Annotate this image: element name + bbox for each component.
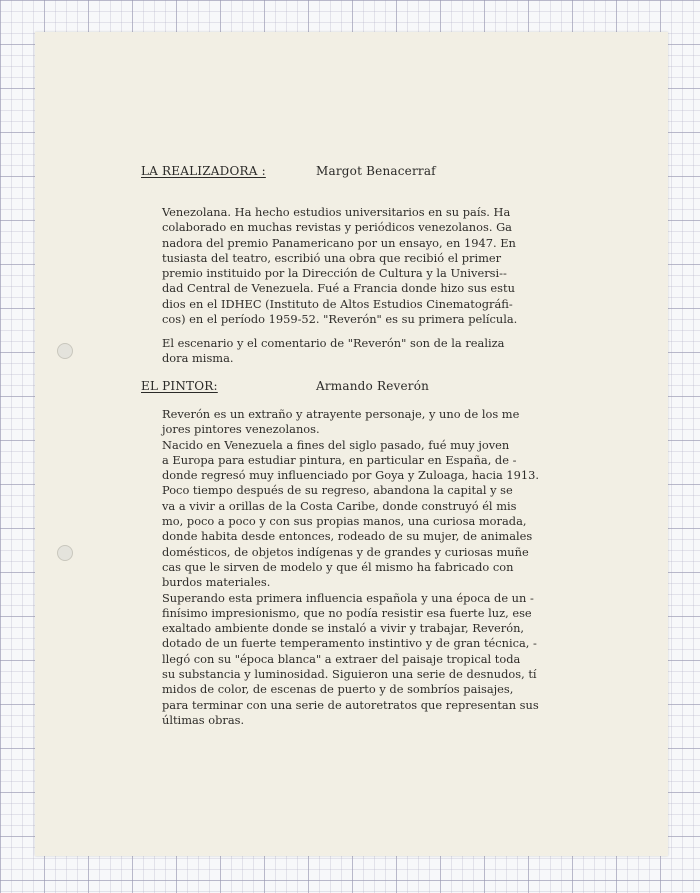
text-line: Poco tiempo después de su regreso, abandona la capital y se [162, 483, 513, 498]
text-line: nadora del premio Panamericano por un ensayo, en 1947. En [162, 235, 516, 250]
text-line: a Europa para estudiar pintura, en particular en España, de - [162, 452, 517, 467]
section-label-realizadora: LA REALIZADORA : [141, 164, 266, 178]
screenplay-note-paragraph [162, 336, 504, 367]
text-line: donde habita desde entonces, rodeado de su mujer, de animales [162, 529, 533, 544]
text-line: premio instituido por la Dirección de Cultura y la Universi-- [162, 266, 507, 281]
text-line: exaltado ambiente donde se instaló a vivir y trabajar, Reverón, [162, 621, 525, 636]
text-line: Venezolana. Ha hecho estudios universitarios en su país. Ha [162, 205, 511, 219]
director-name: Margot Benacerraf [316, 164, 436, 178]
text-line: jores pintores venezolanos. [162, 422, 320, 437]
punch-hole [57, 545, 73, 561]
section-label-pintor: EL PINTOR: [141, 379, 218, 393]
text-line: Nacido en Venezuela a fines del siglo pasado, fué muy joven [162, 437, 510, 452]
text-line: dios en el IDHEC (Instituto de Altos Estudios Cinematográfi- [162, 296, 513, 311]
text-line: dora misma. [162, 351, 234, 366]
text-line: El escenario y el comentario de "Reverón" son de la realiza [162, 336, 505, 350]
text-line: últimas obras. [162, 712, 245, 727]
text-line: cas que le sirven de modelo y que él mismo ha fabricado con [162, 559, 514, 574]
text-line: donde regresó muy influenciado por Goya y Zuloaga, hacia 1913. [162, 468, 540, 483]
painter-name: Armando Reverón [316, 379, 430, 393]
text-line: colaborado en muchas revistas y periódicos venezolanos. Ga [162, 220, 512, 235]
text-line: cos) en el período 1959-52. "Reverón" es su primera película. [162, 312, 518, 327]
text-line: para terminar con una serie de autoretratos que representan sus [162, 697, 539, 712]
text-line: llegó con su "época blanca" a extraer del paisaje tropical toda [162, 651, 521, 666]
text-line: tusiasta del teatro, escribió una obra que recibió el primer [162, 250, 502, 265]
director-bio-paragraph [162, 205, 517, 327]
text-line: finísimo impresionismo, que no podía resistir esa fuerte luz, ese [162, 605, 532, 620]
text-line: dad Central de Venezuela. Fué a Francia donde hizo sus estu [162, 281, 515, 296]
text-line: su substancia y luminosidad. Siguieron una serie de desnudos, tí [162, 667, 537, 682]
text-line: burdos materiales. [162, 575, 271, 590]
text-line: Superando esta primera influencia española y una época de un - [162, 590, 534, 605]
punch-hole [57, 343, 73, 359]
text-line: domésticos, de objetos indígenas y de grandes y curiosas muñe [162, 544, 529, 559]
painter-bio-paragraph [162, 407, 539, 728]
text-line: Reverón es un extraño y atrayente personaje, y uno de los me [162, 407, 520, 421]
text-line: midos de color, de escenas de puerto y de sombríos paisajes, [162, 682, 514, 697]
text-line: dotado de un fuerte temperamento instintivo y de gran técnica, - [162, 636, 537, 651]
text-line: mo, poco a poco y con sus propias manos, una curiosa morada, [162, 514, 527, 529]
text-line: va a vivir a orillas de la Costa Caribe, donde construyó él mis [162, 498, 517, 513]
